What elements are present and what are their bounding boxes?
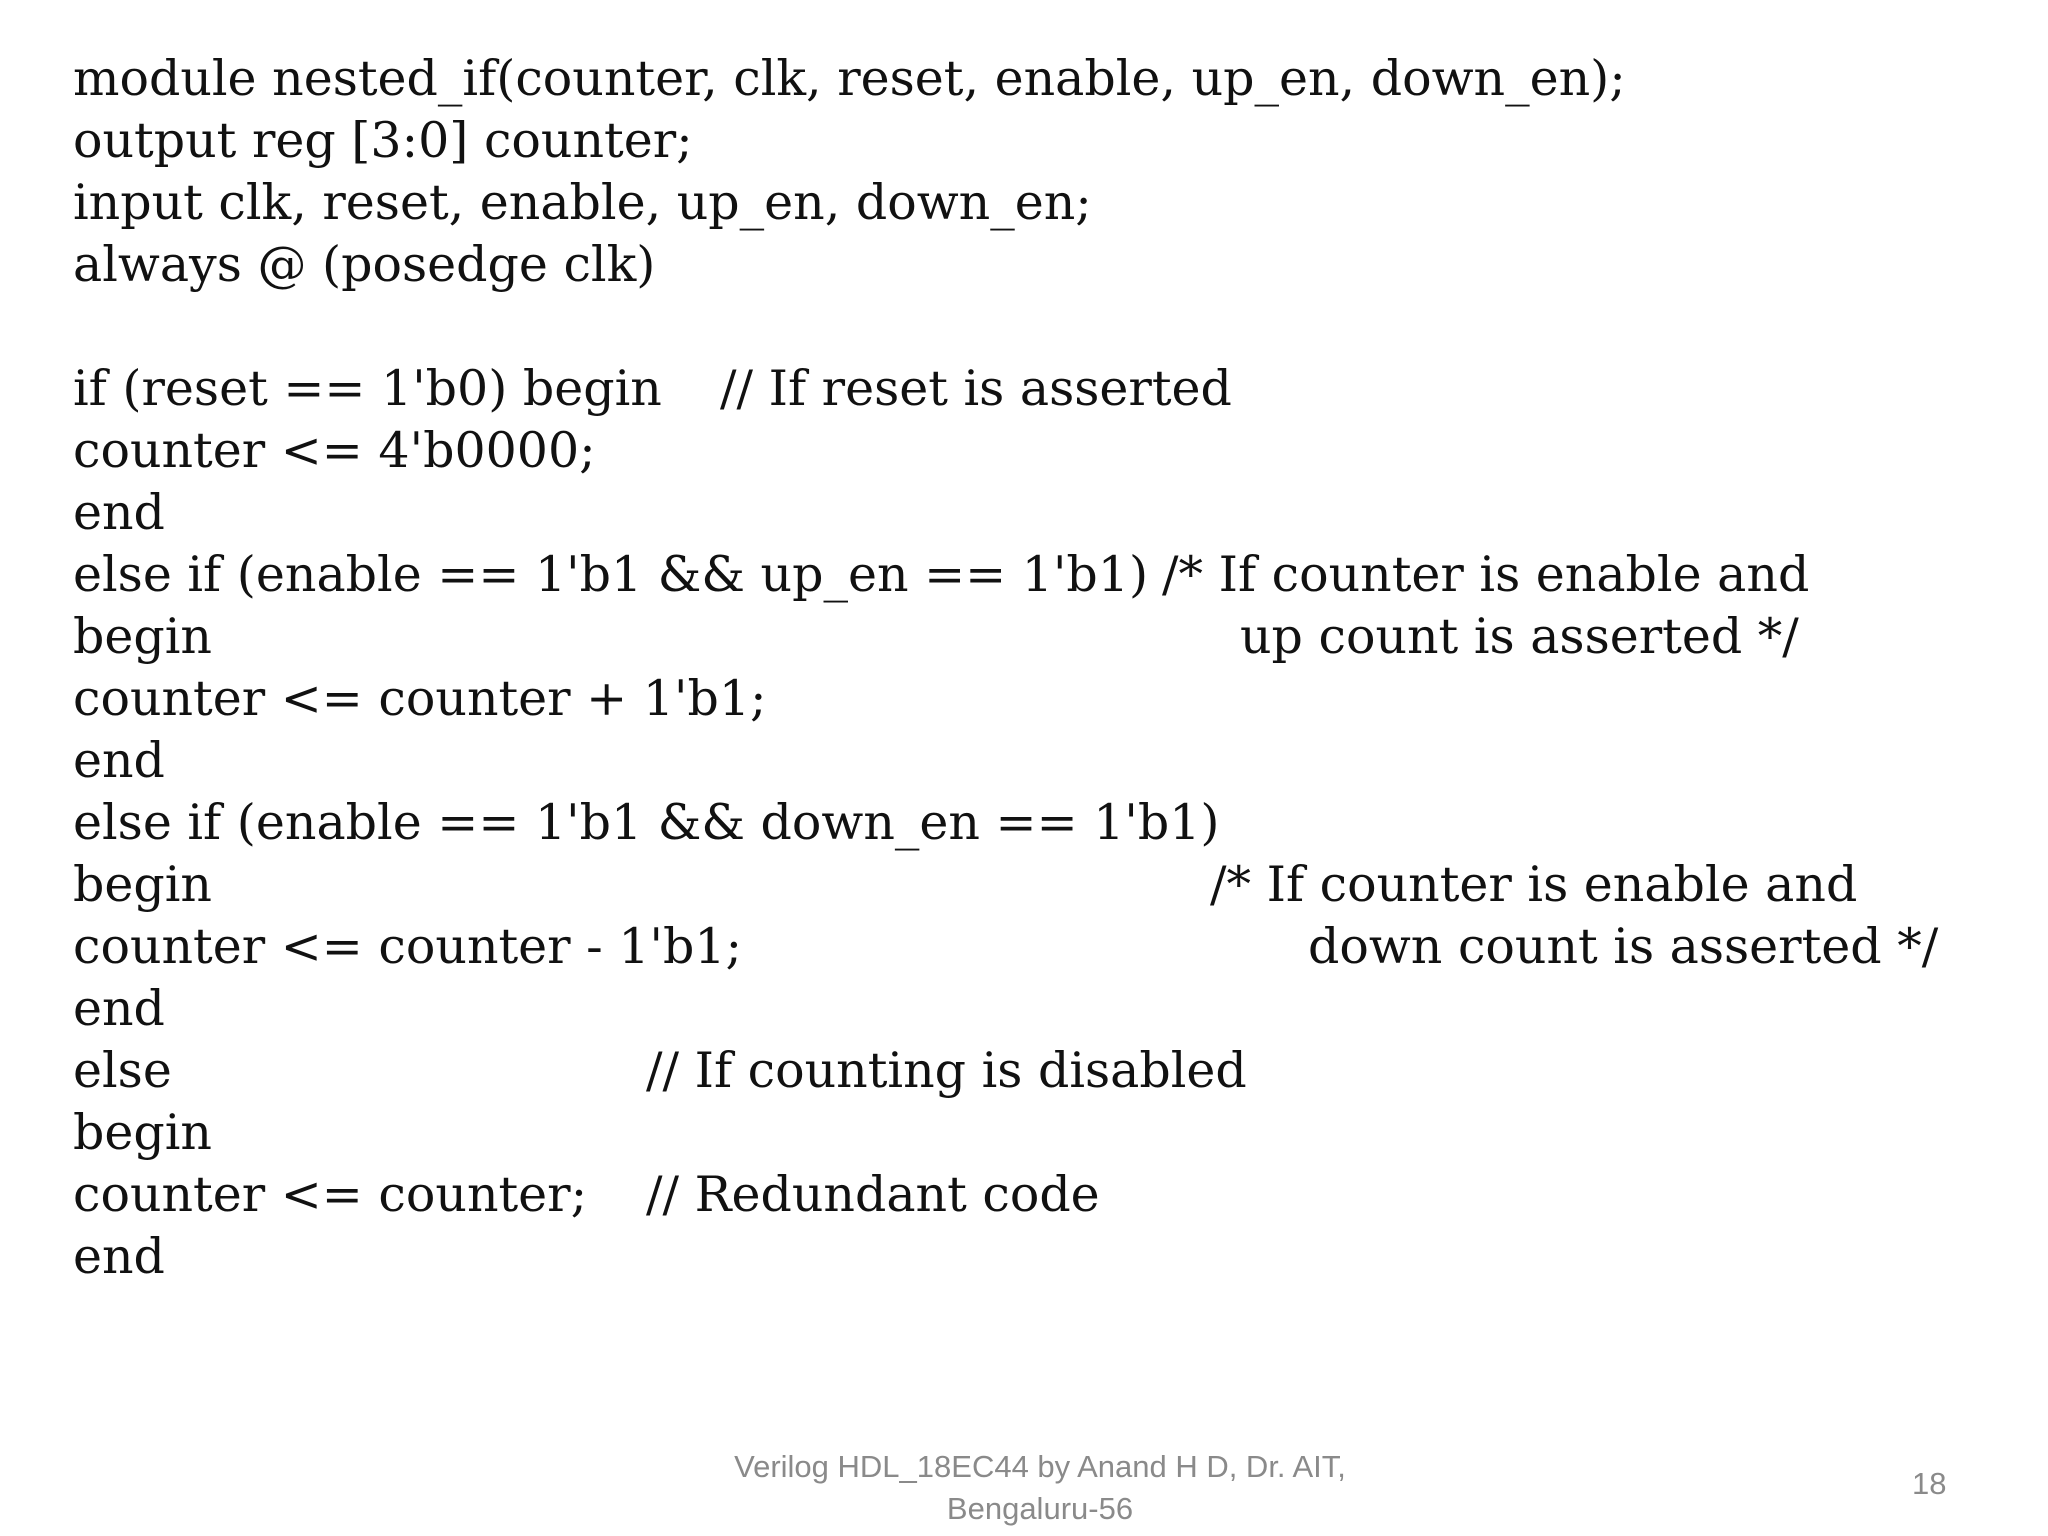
- footer-line: Verilog HDL_18EC44 by Anand H D, Dr. AIT,: [734, 1449, 1346, 1484]
- code-line: if (reset == 1'b0) begin: [73, 360, 662, 417]
- code-line: module nested_if(counter, clk, reset, enable, up_en, down_en);: [73, 50, 1626, 107]
- code-line: output reg [3:0] counter;: [73, 112, 693, 169]
- code-line: counter <= counter + 1'b1;: [73, 670, 767, 727]
- code-comment: down count is asserted */: [1308, 918, 1939, 975]
- code-line: end: [73, 484, 165, 541]
- code-line: else: [73, 1042, 172, 1099]
- code-line: else if (enable == 1'b1 && down_en == 1'b1): [73, 794, 1220, 851]
- code-comment: // If counting is disabled: [646, 1042, 1247, 1099]
- code-line: counter <= counter;: [73, 1166, 588, 1223]
- code-comment: // If reset is asserted: [720, 360, 1232, 417]
- code-line: end: [73, 1228, 165, 1285]
- code-line: end: [73, 980, 165, 1037]
- code-line: begin: [73, 608, 212, 665]
- code-line: input clk, reset, enable, up_en, down_en;: [73, 174, 1092, 231]
- code-line: counter <= 4'b0000;: [73, 422, 596, 479]
- code-line: else if (enable == 1'b1 && up_en == 1'b1): [73, 546, 1149, 603]
- page-number: 18: [1912, 1466, 1947, 1501]
- footer-line: Bengaluru-56: [946, 1491, 1134, 1526]
- code-line: begin: [73, 856, 212, 913]
- footer-text: [640, 1446, 1440, 1530]
- code-comment: /* If counter is enable and: [1210, 856, 1858, 913]
- code-comment: up count is asserted */: [1240, 608, 1799, 665]
- code-line: counter <= counter - 1'b1;: [73, 918, 743, 975]
- code-line: end: [73, 732, 165, 789]
- code-comment: // Redundant code: [646, 1166, 1100, 1223]
- code-line: always @ (posedge clk): [73, 236, 656, 293]
- code-comment: /* If counter is enable and: [1162, 546, 1810, 603]
- code-line: begin: [73, 1104, 212, 1161]
